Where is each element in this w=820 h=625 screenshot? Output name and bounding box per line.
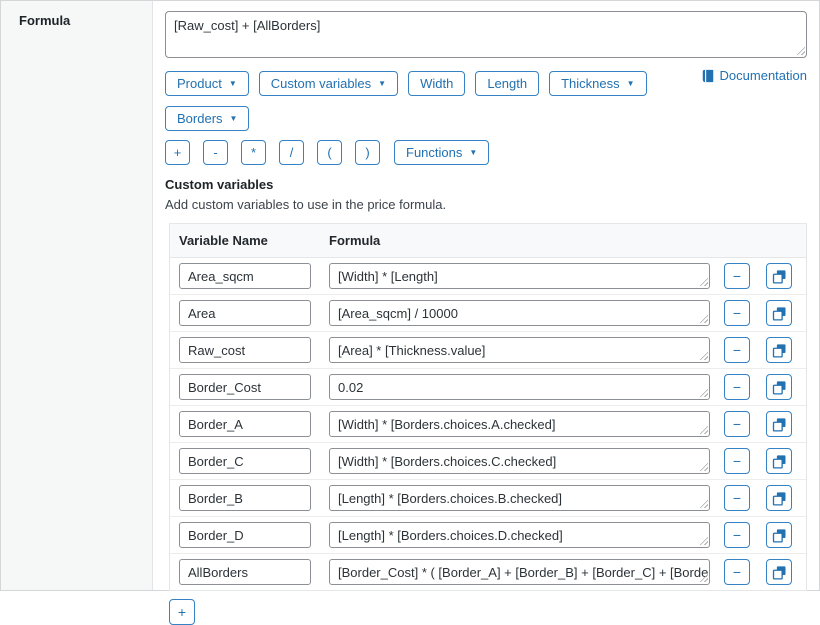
variable-formula-input[interactable] [329,485,710,511]
duplicate-variable-button[interactable] [766,559,792,585]
remove-variable-button[interactable] [724,337,750,363]
documentation-link-label: Documentation [719,68,807,83]
custom-variables-heading: Custom variables [165,177,274,192]
variable-formula-wrap [329,448,710,474]
copy-pages-icon [772,565,787,580]
variable-name-input[interactable] [179,448,311,474]
token-button[interactable] [165,71,249,96]
token-button-label: Width [420,76,454,91]
operator-button[interactable]: ) [355,140,380,165]
remove-variable-button[interactable] [724,374,750,400]
variable-row [170,369,806,406]
variable-formula-wrap [329,559,710,585]
variable-name-input[interactable] [179,300,311,326]
copy-pages-icon [772,343,787,358]
column-header-variable-name: Variable Name [179,233,268,248]
minus-icon: − [732,564,742,580]
token-button-label: Thickness [561,76,620,91]
copy-pages-icon [772,380,787,395]
token-button[interactable] [259,71,398,96]
minus-icon: − [732,416,742,432]
variable-name-input[interactable] [179,411,311,437]
dropdown-caret-icon: ▼ [469,147,478,157]
token-buttons-group [165,71,701,131]
column-header-formula: Formula [329,233,381,248]
variable-formula-wrap [329,337,710,363]
book-icon [701,69,715,83]
functions-button[interactable] [394,140,489,165]
token-button-label: Borders [177,111,223,126]
remove-variable-button[interactable] [724,559,750,585]
add-variable-button[interactable]: + [169,599,195,625]
variable-formula-wrap [329,300,710,326]
duplicate-variable-button[interactable] [766,522,792,548]
variable-formula-wrap [329,411,710,437]
minus-icon: − [732,490,742,506]
dropdown-caret-icon: ▼ [229,113,238,123]
formula-textarea-wrap [165,11,807,58]
duplicate-variable-button[interactable] [766,485,792,511]
duplicate-variable-button[interactable] [766,448,792,474]
token-button[interactable] [408,71,465,96]
token-button-label: Length [487,76,528,91]
copy-pages-icon [772,306,787,321]
variable-formula-wrap [329,485,710,511]
duplicate-variable-button[interactable] [766,411,792,437]
remove-variable-button[interactable] [724,411,750,437]
variable-formula-input[interactable] [329,411,710,437]
variable-row [170,517,806,554]
variable-formula-input[interactable] [329,263,710,289]
variable-name-input[interactable] [179,522,311,548]
variable-formula-input[interactable] [329,374,710,400]
variable-formula-wrap [329,263,710,289]
copy-pages-icon [772,269,787,284]
variable-row [170,406,806,443]
copy-pages-icon [772,491,787,506]
minus-icon: − [732,305,742,321]
variable-formula-wrap [329,374,710,400]
operator-buttons-row [165,140,807,165]
remove-variable-button[interactable] [724,522,750,548]
operator-button[interactable]: * [241,140,266,165]
variable-name-input[interactable] [179,263,311,289]
variable-row [170,443,806,480]
duplicate-variable-button[interactable] [766,337,792,363]
token-button-label: Product [177,76,222,91]
formula-editor-content [153,1,819,620]
variable-row [170,295,806,332]
remove-variable-button[interactable] [724,300,750,326]
variable-row [170,258,806,295]
token-button[interactable] [549,71,646,96]
operator-button[interactable]: + [165,140,190,165]
variable-formula-input[interactable] [329,559,710,585]
minus-icon: − [732,453,742,469]
copy-pages-icon [772,454,787,469]
duplicate-variable-button[interactable] [766,263,792,289]
table-header-row [170,224,806,258]
custom-variables-table [169,223,807,591]
formula-input[interactable] [165,11,807,58]
field-label-column [1,1,153,590]
variable-formula-wrap [329,522,710,548]
minus-icon: − [732,268,742,284]
variable-row [170,480,806,517]
dropdown-caret-icon: ▼ [626,78,635,88]
variable-formula-input[interactable] [329,448,710,474]
table-rows [170,258,806,590]
variable-name-input[interactable] [179,337,311,363]
copy-pages-icon [772,528,787,543]
duplicate-variable-button[interactable] [766,300,792,326]
operator-button[interactable]: ( [317,140,342,165]
variable-name-input[interactable] [179,374,311,400]
functions-button-label: Functions [406,145,463,160]
dropdown-caret-icon: ▼ [378,78,387,88]
remove-variable-button[interactable] [724,448,750,474]
dropdown-caret-icon: ▼ [228,78,237,88]
remove-variable-button[interactable] [724,485,750,511]
minus-icon: − [732,342,742,358]
formula-field-label: Formula [19,13,71,28]
variable-formula-input[interactable] [329,337,710,363]
operator-button[interactable]: / [279,140,304,165]
variable-formula-input[interactable] [329,300,710,326]
documentation-link[interactable] [701,68,807,83]
copy-pages-icon [772,417,787,432]
custom-variables-description: Add custom variables to use in the price formula. [165,197,447,212]
minus-icon: − [732,379,742,395]
operator-button[interactable]: - [203,140,228,165]
minus-icon: − [732,527,742,543]
variable-name-input[interactable] [179,485,311,511]
token-button[interactable] [165,106,249,131]
token-button-label: Custom variables [270,76,372,91]
token-buttons-row [165,68,807,131]
variable-row [170,554,806,590]
variable-formula-input[interactable] [329,522,710,548]
variable-name-input[interactable] [179,559,311,585]
token-button[interactable] [475,71,539,96]
variable-row [170,332,806,369]
remove-variable-button[interactable] [724,263,750,289]
duplicate-variable-button[interactable] [766,374,792,400]
